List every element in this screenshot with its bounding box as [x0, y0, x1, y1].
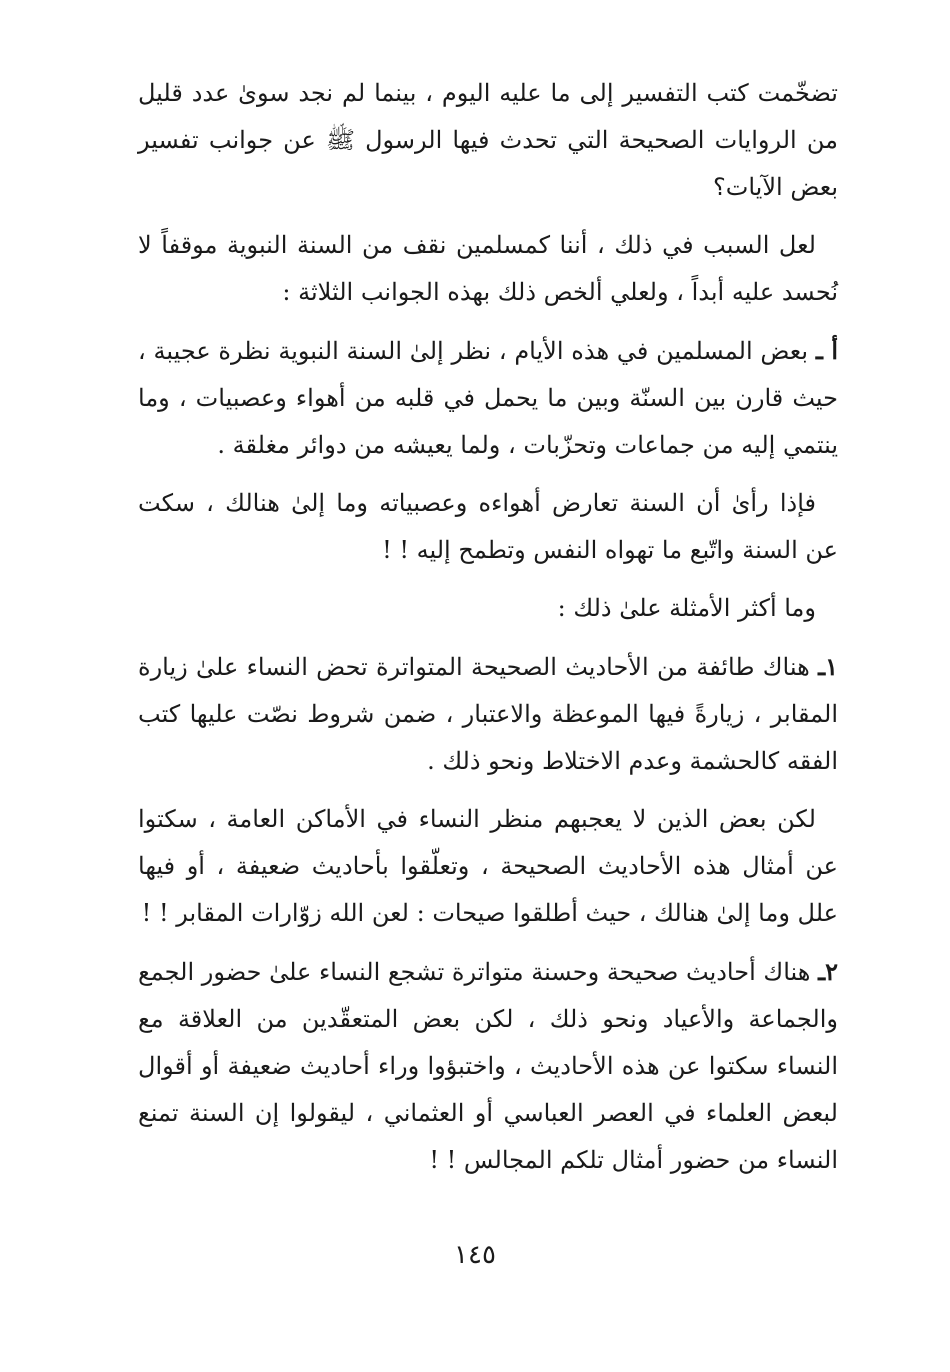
paragraph-5-text: وما أكثر الأمثلة علىٰ ذلك :	[557, 594, 816, 622]
paragraph-4	[138, 480, 838, 574]
paragraph-8-text: هناك أحاديث صحيحة وحسنة متواترة تشجع النساء علىٰ حضور الجمع والجماعة والأعياد ونحو ذلك ، لكن بعض المتعقّدين من العلاقة مع النساء سكتوا عن هذه الأحاديث ، واختبؤوا وراء أحاديث ضعيفة أو أقوال لبعض العلماء في العصر العباسي أو العثماني ، ليقولوا إن السنة تمنع النساء من حضور أمثال تلكم المجالس ! !	[138, 958, 838, 1174]
paragraph-3	[138, 327, 838, 469]
paragraph-6-text: هناك طائفة من الأحاديث الصحيحة المتواترة تحض النساء علىٰ زيارة المقابر ، زيارةً فيها الموعظة والاعتبار ، ضمن شروط نصّت عليها كتب الفقه كالحشمة وعدم الاختلاط ونحو ذلك .	[138, 653, 838, 775]
paragraph-1	[138, 70, 838, 211]
paragraph-8-marker: ٢ـ	[818, 957, 838, 986]
paragraph-6-marker: ١ـ	[818, 652, 839, 681]
paragraph-6	[138, 643, 838, 785]
paragraph-3-marker: أ ـ	[815, 336, 838, 365]
paragraph-4-text: فإذا رأىٰ أن السنة تعارض أهواءه وعصبياته وما إلىٰ هنالك ، سكت عن السنة واتّبع ما تهواه النفس وتطمح إليه ! !	[138, 489, 838, 564]
page-number: ١٤٥	[454, 1240, 496, 1270]
paragraph-7	[138, 796, 838, 937]
paragraph-2	[138, 222, 838, 316]
paragraph-8	[138, 948, 838, 1184]
paragraph-7-text: لكن بعض الذين لا يعجبهم منظر النساء في الأماكن العامة ، سكتوا عن أمثال هذه الأحاديث الصحيحة ، وتعلّقوا بأحاديث ضعيفة ، أو فيها علل وما إلىٰ هنالك ، حيث أطلقوا صيحات : لعن الله زوّارات المقابر ! !	[138, 805, 839, 927]
paragraph-2-text: لعل السبب في ذلك ، أننا كمسلمين نقف من السنة النبوية موقفاً لا نُحسد عليه أبداً ، ولعلي ألخص ذلك بهذه الجوانب الثلاثة :	[138, 231, 838, 306]
page-body	[138, 70, 838, 1195]
paragraph-5	[138, 585, 838, 632]
paragraph-1-text: تضخّمت كتب التفسير إلى ما عليه اليوم ، بينما لم نجد سوىٰ عدد قليل من الروايات الصحيحة التي تحدث فيها الرسول ﷺ عن جوانب تفسير بعض الآيات؟	[138, 79, 838, 201]
paragraph-3-text: بعض المسلمين في هذه الأيام ، نظر إلىٰ السنة النبوية نظرة عجيبة ، حيث قارن بين السنّة وبين ما يحمل في قلبه من أهواء وعصبيات ، وما ينتمي إليه من جماعات وتحزّبات ، ولما يعيشه من دوائر مغلقة .	[138, 337, 838, 459]
